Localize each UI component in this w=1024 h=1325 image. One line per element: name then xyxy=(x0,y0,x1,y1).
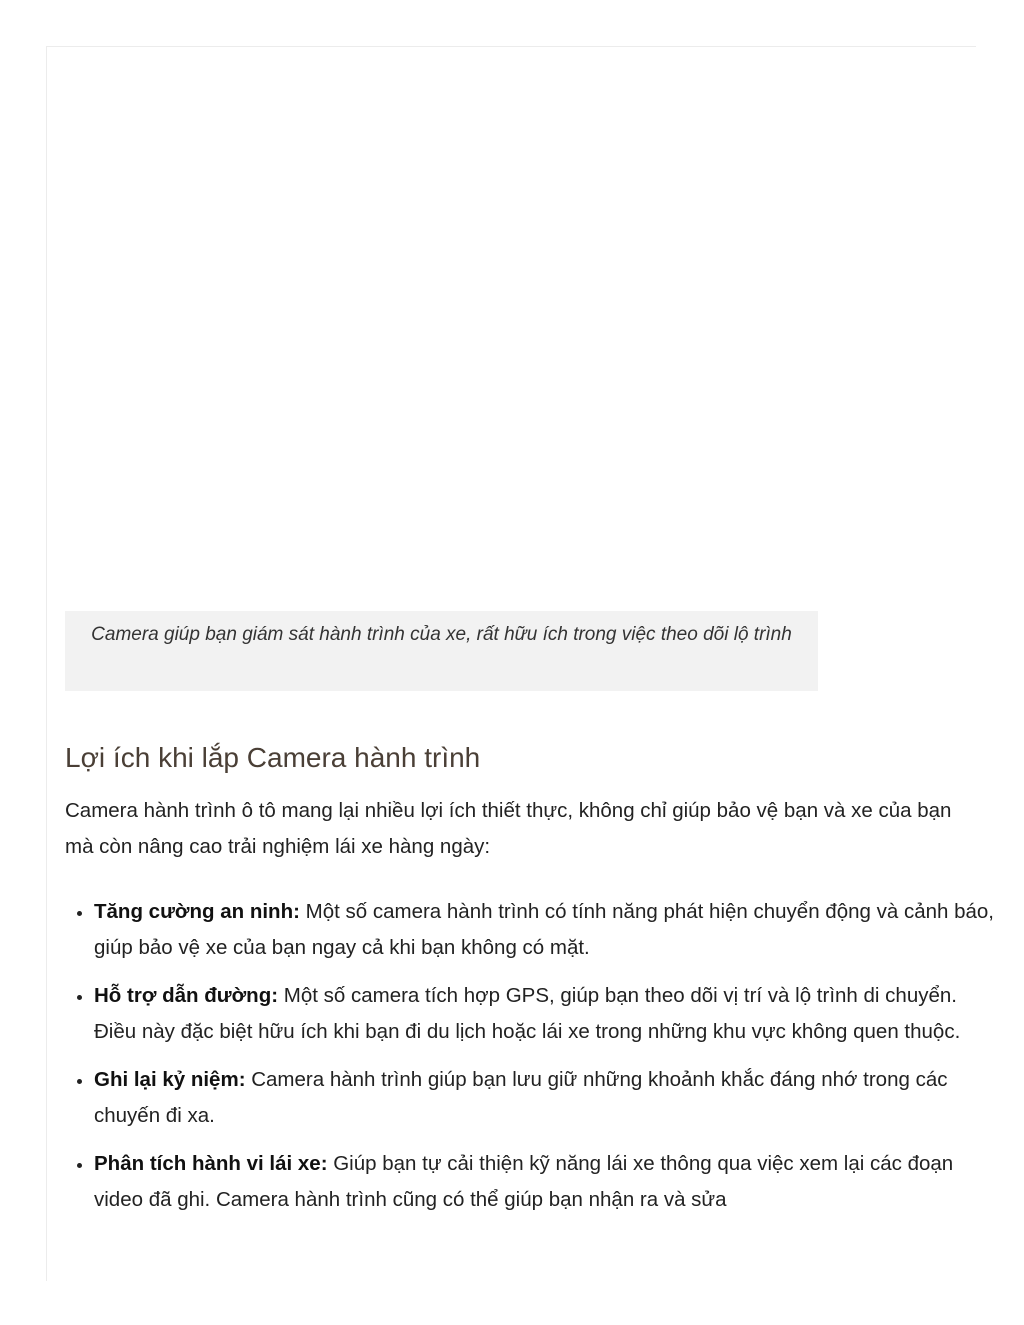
list-item-title: Hỗ trợ dẫn đường: xyxy=(94,984,279,1007)
list-item-title: Ghi lại kỷ niệm: xyxy=(94,1068,246,1091)
list-item-text: Một số camera hành trình có tính năng phát hiện chuyển động và cảnh báo, giúp bảo vệ xe của bạn ngay cả khi bạn không có mặt. xyxy=(94,900,994,959)
list-item-title: Tăng cường an ninh: xyxy=(94,900,300,923)
section-heading: Lợi ích khi lắp Camera hành trình xyxy=(65,742,481,773)
intro-paragraph: Camera hành trình ô tô mang lại nhiều lợi ích thiết thực, không chỉ giúp bảo vệ bạn và xe của bạn mà còn nâng cao trải nghiệm lái xe hàng ngày: xyxy=(65,799,952,858)
list-item-title: Phân tích hành vi lái xe: xyxy=(94,1152,328,1175)
list-item xyxy=(94,1146,994,1217)
list-item-text: Một số camera tích hợp GPS, giúp bạn theo dõi vị trí và lộ trình di chuyển. Điều này đặc biệt hữu ích khi bạn đi du lịch hoặc lái xe trong những khu vực không quen thuộc. xyxy=(94,984,961,1043)
list-item-text: Camera hành trình giúp bạn lưu giữ những khoảnh khắc đáng nhớ trong các chuyến đi xa. xyxy=(94,1068,948,1127)
article-image xyxy=(65,60,818,610)
benefits-list xyxy=(65,894,994,1230)
list-item xyxy=(94,894,994,965)
image-caption: Camera giúp bạn giám sát hành trình của xe, rất hữu ích trong việc theo dõi lộ trình xyxy=(65,611,818,691)
list-item-text: Giúp bạn tự cải thiện kỹ năng lái xe thông qua việc xem lại các đoạn video đã ghi. Camera hành trình cũng có thể giúp bạn nhận ra và sửa xyxy=(94,1152,954,1211)
list-item xyxy=(94,1062,994,1133)
list-item xyxy=(94,978,994,1049)
